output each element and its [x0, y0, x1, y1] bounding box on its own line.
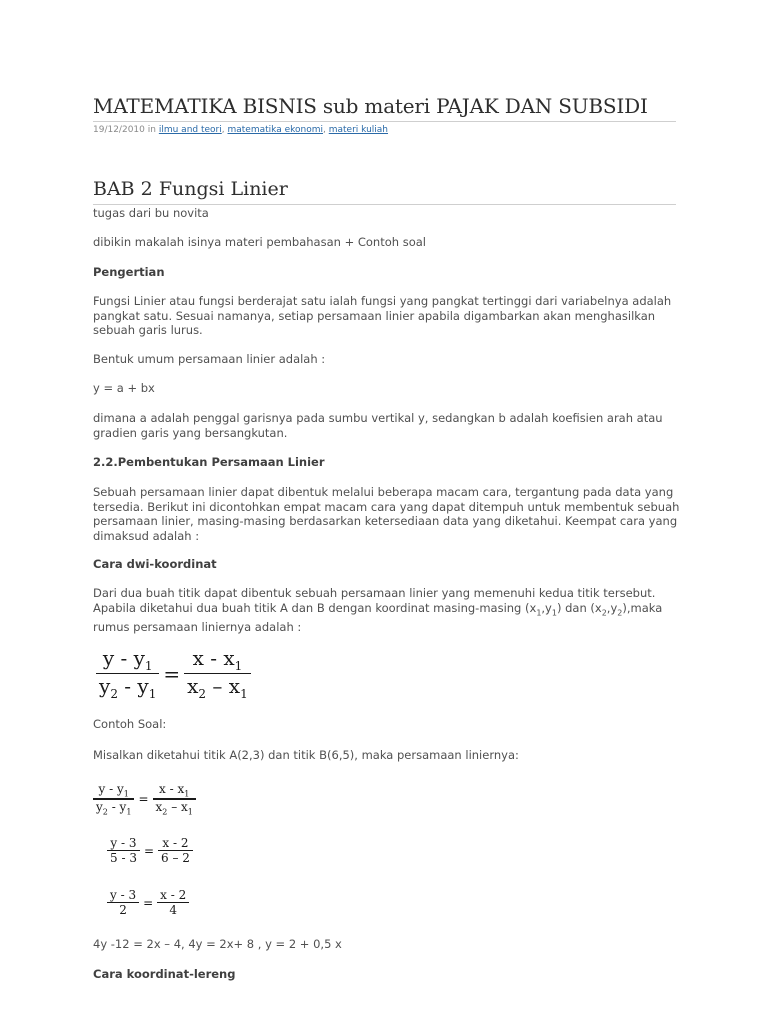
category-link-ilmu[interactable]: ilmu and teori	[158, 125, 222, 135]
equation-general: y = a + bx	[93, 381, 155, 395]
page-title: MATEMATIKA BISNIS sub materi PAJAK DAN SUBSIDI	[93, 94, 648, 118]
paragraph-example: Misalkan diketahui titik A(2,3) dan titik B(6,5), maka persamaan liniernya:	[93, 748, 519, 762]
section-heading: BAB 2 Fungsi Linier	[93, 178, 288, 200]
formula-example-step1: $\frac{y - y_1}{y_2 - y_1}$ = $\frac{x - x_1}{x_2 - x_1}$	[93, 782, 196, 816]
contoh-soal-label: Contoh Soal:	[93, 717, 167, 731]
paragraph-pembentukan: Sebuah persamaan linier dapat dibentuk melalui beberapa macam cara, tergantung pada data yang tersedia. Berikut ini dicontohkan empat macam cara yang dapat ditempuh untuk membentuk sebuah persamaan linier, masing-masing berdasarkan ketersediaan data yang diketahui. Keempat cara yang dimaksud adalah :	[93, 485, 680, 543]
category-link-matematika[interactable]: matematika ekonomi	[227, 125, 323, 135]
post-date: 19/12/2010	[93, 125, 145, 135]
formula-example-step3: $\frac{y - 3}{2}$ = $\frac{x - 2}{4}$	[107, 888, 189, 917]
paragraph-general-form: Bentuk umum persamaan linier adalah :	[93, 352, 326, 366]
example-result: 4y -12 = 2x – 4, 4y = 2x+ 8 , y = 2 + 0,5 x	[93, 937, 342, 951]
category-link-materi[interactable]: materi kuliah	[328, 125, 389, 135]
heading-divider	[93, 204, 676, 205]
paragraph-definition: Fungsi Linier atau fungsi berderajat satu ialah fungsi yang pangkat tertinggi dari variabelnya adalah pangkat satu. Sesuai namanya, setiap persamaan linier apabila digambarkan akan menghasilkan sebuah garis lurus.	[93, 294, 672, 337]
subscript: 2	[617, 607, 623, 617]
paragraph-dwi-koordinat: Dari dua buah titik dapat dibentuk sebuah persamaan linier yang memenuhi kedua titik tersebut. Apabila diketahui dua buah titik A dan B dengan koordinat masing-masing $(x_1,y_1)$ dan $(x_2,y_2),maka$ rumus persamaan liniernya adalah :	[93, 586, 663, 635]
subscript: 1	[551, 607, 557, 617]
heading-koordinat-lereng: Cara koordinat-lereng	[93, 967, 236, 981]
formula-example-step2: $\frac{y - 3}{5 - 3}$ = $\frac{x - 2}{6 - 2}$	[107, 836, 193, 865]
paragraph-makalah: dibikin makalah isinya materi pembahasan + Contoh soal	[93, 235, 426, 249]
fraction-right: $\frac{x - x_1}{x_2 - x_1}$	[184, 646, 251, 701]
fraction-left: $\frac{y - y_1}{y_2 - y_1}$	[96, 646, 159, 701]
subscript: 1	[536, 607, 542, 617]
post-meta: 19/12/2010 in ilmu and teori, matematika ekonomi, materi kuliah	[93, 125, 389, 135]
subscript: 2	[601, 607, 607, 617]
paragraph-tugas: tugas dari bu novita	[93, 206, 209, 220]
heading-dwi-koordinat: Cara dwi-koordinat	[93, 557, 217, 571]
heading-pembentukan: 2.2.Pembentukan Persamaan Linier	[93, 455, 325, 469]
title-divider	[93, 121, 676, 122]
in-label: in	[147, 125, 156, 135]
equals-sign: =	[163, 661, 181, 686]
formula-dwi-koordinat	[96, 646, 251, 701]
heading-pengertian: Pengertian	[93, 265, 165, 279]
paragraph-explanation: dimana a adalah penggal garisnya pada sumbu vertikal y, sedangkan b adalah koefisien arah atau gradien garis yang bersangkutan.	[93, 411, 663, 440]
